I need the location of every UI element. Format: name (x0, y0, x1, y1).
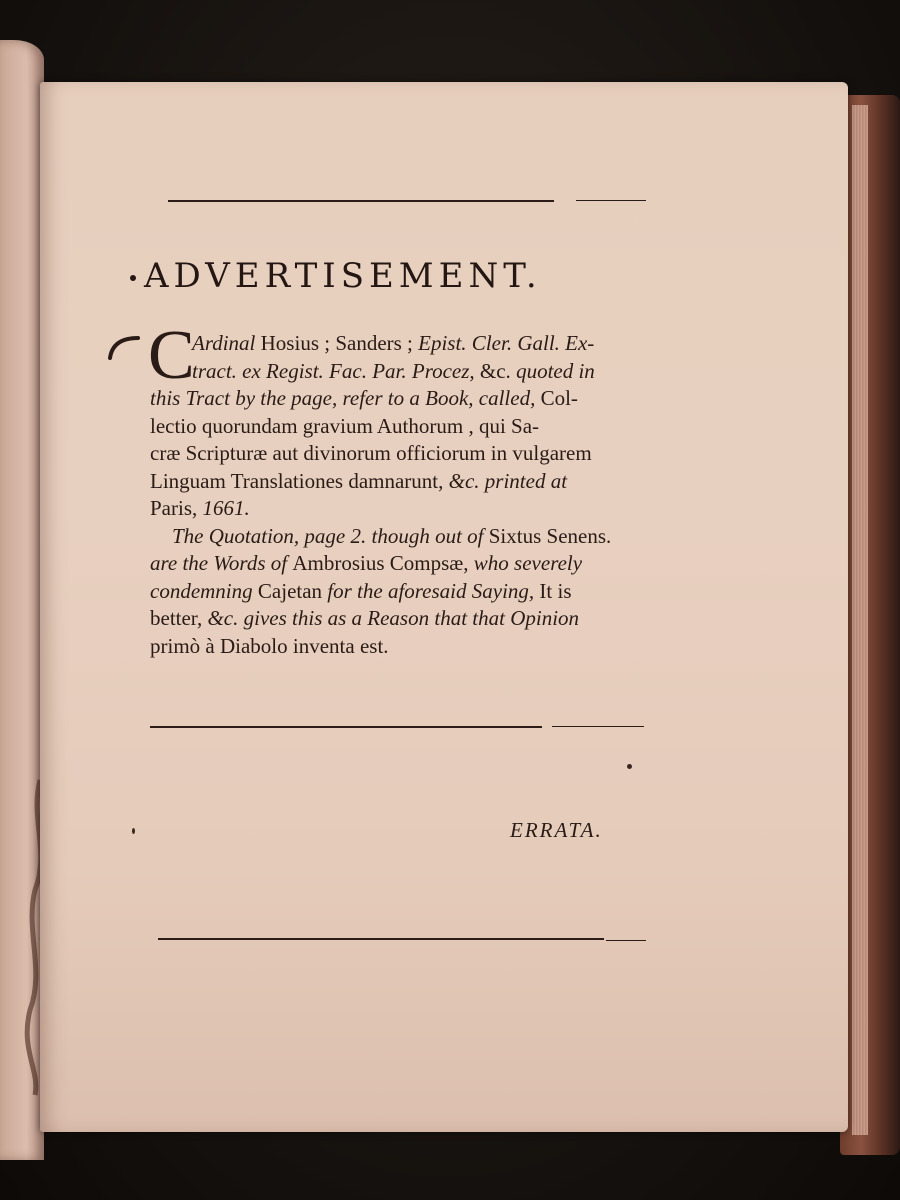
top-rule (168, 200, 554, 202)
page-title (130, 256, 542, 296)
text-run: &c. gives this as a Reason that that Opinion (207, 606, 580, 630)
text-run: Linguam Translationes damnarunt, (150, 468, 449, 493)
text-line (150, 550, 660, 578)
ink-speck (627, 764, 632, 769)
text-run: this Tract by the page, refer to a Book, called, (150, 386, 541, 410)
book-page (40, 82, 848, 1132)
text-line (150, 578, 660, 606)
text-run: condemning (150, 578, 258, 603)
text-run: who severely (473, 551, 583, 575)
text-run: Sixtus Senens. (488, 523, 612, 548)
text-line (150, 440, 660, 468)
text-run: cræ Scripturæ aut divinorum officiorum in vulgarem (150, 441, 592, 465)
text-run: primò à Diabolo inventa est. (150, 633, 389, 658)
text-run: Cajetan (257, 578, 328, 603)
ornament-flourish (106, 332, 146, 362)
bottom-rule (158, 938, 604, 940)
text-run: &c. (479, 358, 517, 383)
advertisement-text (148, 317, 660, 660)
text-run: It is (539, 578, 572, 603)
text-run: lectio quorundam gravium Authorum , qui Sa- (150, 413, 540, 438)
text-line (150, 413, 660, 441)
paragraph-1 (148, 317, 660, 523)
text-line (150, 330, 660, 358)
text-line (150, 633, 660, 661)
text-run: better, (150, 606, 208, 630)
text-run: Hosius ; Sanders ; (260, 331, 419, 355)
ink-speck (132, 828, 135, 834)
text-run: quoted in (516, 358, 595, 383)
text-run: Ardinal (192, 331, 261, 355)
drop-cap: C (148, 317, 195, 394)
paragraph-2 (150, 523, 660, 661)
text-run: &c. printed at (448, 468, 568, 493)
middle-rule (150, 726, 542, 728)
title-dot (130, 275, 136, 281)
page-block-edges (852, 105, 868, 1135)
text-line (150, 605, 660, 633)
text-run: tract. ex Regist. Fac. Par. Procez, (192, 358, 480, 383)
errata-heading: ERRATA. (510, 818, 603, 842)
text-run: for the aforesaid Saying, (327, 578, 540, 603)
bottom-rule-end (606, 940, 646, 941)
middle-rule-end (552, 726, 644, 727)
book-cover-edge (840, 95, 900, 1155)
top-rule-end (576, 200, 646, 201)
text-line (150, 495, 660, 523)
text-line (150, 385, 660, 413)
text-run: 1661. (202, 496, 250, 520)
text-line (150, 358, 660, 386)
text-run: Col- (540, 386, 578, 410)
title-text: ADVERTISEMENT. (144, 256, 542, 296)
text-run: are the Words of (150, 551, 293, 575)
text-run: Epist. Cler. Gall. Ex- (418, 331, 595, 355)
text-line (172, 523, 660, 551)
text-line (150, 468, 660, 496)
text-run: The Quotation, page 2. though out of (172, 523, 489, 548)
text-run: Paris, (150, 496, 203, 520)
text-run: Ambrosius Compsæ, (292, 551, 474, 575)
